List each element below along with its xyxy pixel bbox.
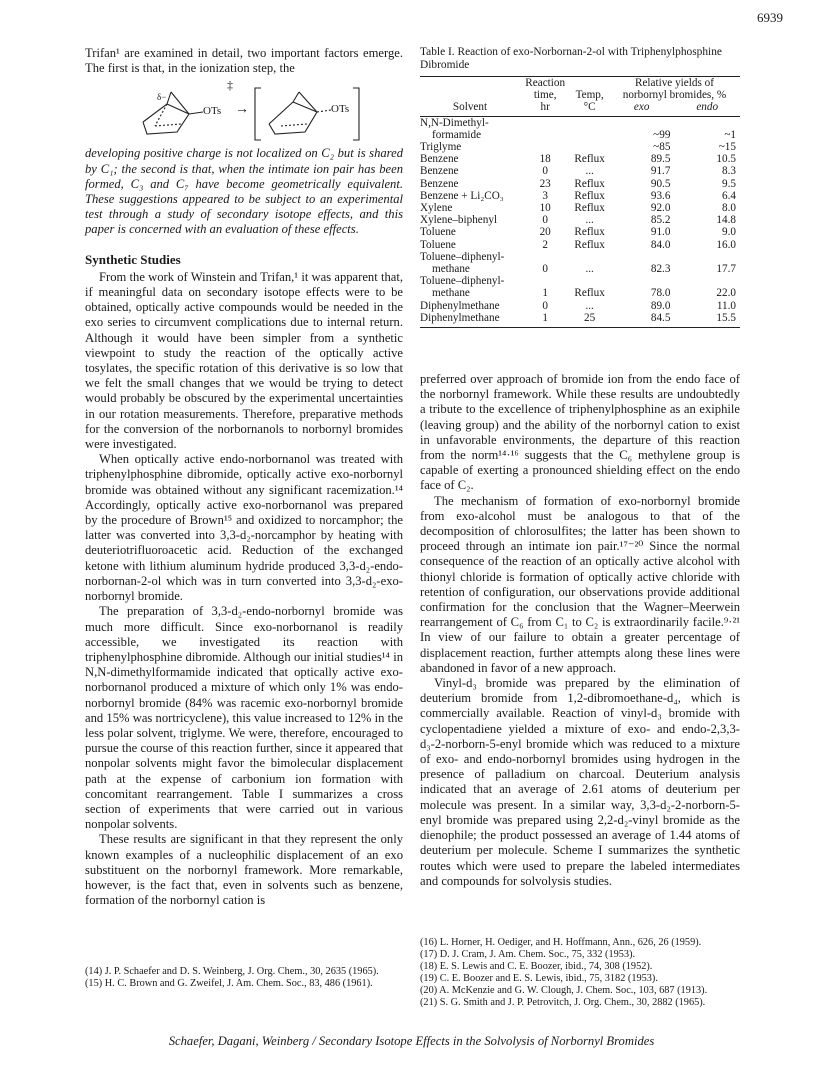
solvent-cell: Xylene–biphenyl: [420, 214, 498, 227]
time-cell: 3: [542, 189, 548, 202]
ots-label: OTs: [203, 105, 222, 118]
column-header: endo: [696, 101, 719, 114]
time-cell: 2: [542, 238, 548, 251]
exo-yield-cell: 82.3: [650, 263, 671, 276]
time-cell: 20: [539, 226, 551, 239]
temp-cell: [570, 141, 609, 153]
data-table: [420, 77, 740, 324]
endo-yield-cell: 11.0: [716, 299, 736, 312]
time-cell: 0: [542, 299, 548, 312]
column-header: °C: [583, 101, 596, 114]
right-footnotes: [420, 937, 740, 1009]
column-header: Relative yields of: [635, 77, 714, 89]
temp-cell: Reflux: [574, 287, 605, 300]
table-row: [420, 214, 740, 226]
exo-yield-cell: 84.5: [650, 311, 671, 324]
exo-yield-cell: 91.7: [650, 165, 671, 178]
time-cell: 23: [539, 177, 551, 190]
column-header: hr: [540, 101, 550, 114]
paragraph: The preparation of 3,3-d₂-endo-norbornyl bromide was much more difficult. Since exo-norbornanol is readily accessible, we investigated its reaction with triphenylphosphine dibromide. Although our initial studies¹⁴ in N,N-dimethylformamide indicated that optically active exo-norbornanol produced a mixture of which only 1% was endo-norbornyl bromide (84% was racemic exo-norbornyl bromide and 15% was nortricyclene), this value increased to 12% in the less polar solvent, triglyme. We were, therefore, encouraged to pursue the course of this reaction further, since it appeared that nonpolar solvents might favor the bimolecular displacement path at the expense of carbonium ion formation with concomitant rearrangement. Table I summarizes a cross section of experiments that were carried out in various nonpolar solvents.: [85, 604, 403, 832]
endo-yield-cell: [674, 251, 740, 263]
footnote: (16) L. Horner, H. Oediger, and H. Hoffmann, Ann., 626, 26 (1959).: [420, 937, 702, 948]
left-footnotes: [85, 966, 403, 990]
solvent-cell: Triglyme: [420, 141, 462, 154]
table-row: [420, 226, 740, 238]
endo-yield-cell: 14.8: [716, 214, 736, 227]
table-row: [420, 129, 740, 141]
solvent-cell: Toluene: [420, 226, 456, 239]
page-number: 6939: [757, 10, 783, 25]
endo-yield-cell: 17.7: [716, 263, 736, 276]
endo-yield-cell: 9.5: [722, 177, 736, 190]
endo-yield-cell: 6.4: [722, 189, 736, 202]
time-cell: 0: [542, 165, 548, 178]
exo-yield-cell: ~85: [653, 141, 671, 154]
solvent-cell: formamide: [432, 128, 482, 141]
time-cell: [520, 251, 570, 263]
table-1: [420, 46, 740, 328]
endo-yield-cell: 8.0: [722, 202, 736, 215]
reaction-arrow: →: [235, 102, 249, 118]
table-row: [420, 275, 740, 287]
exo-yield-cell: 91.0: [650, 226, 671, 239]
column-header: exo: [633, 101, 650, 114]
temp-cell: ...: [585, 263, 594, 276]
exo-yield-cell: 90.5: [650, 177, 671, 190]
exo-yield-cell: [609, 251, 675, 263]
column-header: norbornyl bromides, %: [622, 89, 727, 102]
footnote: (15) H. C. Brown and G. Zweifel, J. Am. Chem. Soc., 83, 486 (1961).: [85, 978, 373, 989]
footnote: (14) J. P. Schaefer and D. S. Weinberg, J. Org. Chem., 30, 2635 (1965).: [85, 966, 379, 977]
exo-yield-cell: 92.0: [650, 202, 671, 215]
right-column: [420, 372, 740, 889]
table-row: [420, 300, 740, 312]
solvent-cell: Toluene–diphenyl-: [420, 250, 505, 263]
solvent-cell: Diphenylmethane: [420, 299, 500, 312]
table-row: [420, 202, 740, 214]
endo-yield-cell: ~1: [724, 128, 736, 141]
footnote: (18) E. S. Lewis and C. E. Boozer, ibid., 74, 308 (1952).: [420, 961, 653, 972]
temp-cell: Reflux: [574, 153, 605, 166]
exo-yield-cell: [609, 117, 675, 129]
time-cell: 0: [542, 263, 548, 276]
table-row: [420, 239, 740, 251]
temp-cell: ...: [585, 214, 594, 227]
temp-cell: 25: [584, 311, 596, 324]
time-cell: [520, 129, 570, 141]
paragraph: When optically active endo-norbornanol was treated with triphenylphosphine dibromide, optically active exo-norbornyl bromide was obtained without any significant racemization.¹⁴ Accordingly, optically active exo-norbornanol was prepared by the procedure of Brown¹⁵ and oxidized to norcamphor; the latter was converted into 3,3-d₂-norcamphor by heating with deuteriotrifluoroacetic acid. Reduction of the exchanged ketone with lithium aluminum hydride produced 3,3-d₂-endo-norbornan-2-ol which was in turn converted into 3,3-d₂-exo-norbornyl bromide.: [85, 452, 403, 604]
endo-yield-cell: 15.5: [716, 311, 736, 324]
temp-cell: [570, 275, 609, 287]
exo-yield-cell: 89.5: [650, 153, 671, 166]
time-cell: 1: [542, 287, 548, 300]
time-cell: [520, 275, 570, 287]
solvent-cell: methane: [432, 263, 470, 276]
endo-yield-cell: 9.0: [722, 226, 736, 239]
exo-yield-cell: 78.0: [650, 287, 671, 300]
paragraph: preferred over approach of bromide ion from the endo face of the norbornyl framework. While these results are undoubtedly a tribute to the excellence of triphenylphosphine as an exiphile (leaving group) and the ability of the norbornyl cation to exist in unfavorable environments, the departure of this reaction from the norm¹⁴·¹⁶ suggests that the C₆ methylene group is capable of exerting a pronounced shielding effect on the endo face of C₂.: [420, 372, 740, 493]
table-row: [420, 153, 740, 165]
solvent-cell: Toluene–diphenyl-: [420, 275, 505, 288]
footnote: (21) S. G. Smith and J. P. Petrovitch, J. Org. Chem., 30, 2882 (1965).: [420, 997, 706, 1008]
time-cell: 10: [539, 202, 551, 215]
table-row: [420, 141, 740, 153]
exo-yield-cell: 85.2: [650, 214, 671, 227]
endo-yield-cell: 10.5: [716, 153, 736, 166]
table-row: [420, 117, 740, 129]
solvent-cell: Benzene: [420, 165, 459, 178]
paragraph: Trifan¹ are examined in detail, two important factors emerge. The first is that, in the ionization step, the: [85, 46, 403, 76]
exo-yield-cell: 93.6: [650, 189, 671, 202]
footnote: (17) D. J. Cram, J. Am. Chem. Soc., 75, 332 (1953).: [420, 949, 636, 960]
solvent-cell: Diphenylmethane: [420, 311, 500, 324]
time-cell: 0: [542, 214, 548, 227]
solvent-cell: Benzene + Li₂CO₃: [420, 189, 504, 202]
table-row: [420, 190, 740, 202]
endo-yield-cell: ~15: [718, 141, 736, 154]
endo-yield-cell: 8.3: [722, 165, 736, 178]
footnote: (20) A. McKenzie and G. W. Clough, J. Chem. Soc., 103, 687 (1913).: [420, 985, 708, 996]
exo-yield-cell: ~99: [653, 128, 671, 141]
endo-yield-cell: [674, 275, 740, 287]
solvent-cell: Xylene: [420, 202, 453, 215]
table-title: Table I. Reaction of exo-Norbornan-2-ol with Triphenylphosphine Dibromide: [420, 46, 722, 71]
table-row: [420, 165, 740, 177]
column-header: Solvent: [452, 101, 488, 114]
table-row: [420, 287, 740, 299]
exo-yield-cell: 89.0: [650, 299, 671, 312]
delta-label: δ−: [157, 92, 167, 103]
temp-cell: [570, 251, 609, 263]
section-heading: Synthetic Studies: [85, 251, 181, 267]
time-cell: [520, 141, 570, 153]
temp-cell: Reflux: [574, 189, 605, 202]
temp-cell: Reflux: [574, 177, 605, 190]
time-cell: 18: [539, 153, 551, 166]
left-column: [85, 46, 403, 908]
solvent-cell: Benzene: [420, 177, 459, 190]
exo-yield-cell: [609, 275, 675, 287]
endo-yield-cell: 22.0: [716, 287, 736, 300]
solvent-cell: Benzene: [420, 153, 459, 166]
temp-cell: Reflux: [574, 202, 605, 215]
temp-cell: [570, 117, 609, 129]
table-row: [420, 263, 740, 275]
endo-yield-cell: [674, 117, 740, 129]
solvent-cell: Toluene: [420, 238, 456, 251]
column-header: Reaction: [525, 77, 566, 89]
endo-yield-cell: 16.0: [716, 238, 736, 251]
temp-cell: ...: [585, 299, 594, 312]
table-row: [420, 312, 740, 324]
temp-cell: Reflux: [574, 238, 605, 251]
temp-cell: [570, 129, 609, 141]
temp-cell: Reflux: [574, 226, 605, 239]
ots-label: OTs: [331, 103, 350, 116]
time-cell: 1: [542, 311, 548, 324]
table-row: [420, 178, 740, 190]
paragraph: The mechanism of formation of exo-norbornyl bromide from exo-alcohol must be analogous to that of the decomposition of chlorosulfites; the latter has been shown to proceed through an intimate ion pair.¹⁷⁻²⁰ Since the normal consequence of the reaction of an optically active alcohol with thionyl chloride is formation of optically active chloride with retention of configuration, our observations provide additional confirmation for the conclusion that the Wagner–Meerwein rearrangement of C₆ from C₁ to C₂ is extraordinarily facile.⁹·²¹ In view of our failure to obtain a greater percentage of displacement reaction, further attempts along these lines were abandoned in favor of a new approach.: [420, 493, 740, 675]
column-header: time,: [533, 89, 557, 102]
page-footer: Schaefer, Dagani, Weinberg / Secondary Isotope Effects in the Solvolysis of Norbornyl Bromides: [168, 1034, 655, 1048]
paragraph: Vinyl-d₃ bromide was prepared by the elimination of deuterium bromide from 1,2-dibromoethane-d₄, which is commercially available. Reaction of vinyl-d₃ bromide with cyclopentadiene yielded a mixture of exo- and endo-2,3,3-d₃-2-norborn-5-enyl bromide which was reduced to a mixture of exo- and endo-norbornyl bromides using hydrogen in the presence of palladium on charcoal. Deuterium analysis indicated that an average of 2.61 atoms of deuterium per molecule was present. In a similar way, 3,3-d₂-2-norborn-5-enyl bromide was prepared using 2,2-d₂-vinyl bromide as the dienophile; the product possessed an average of 1.44 atoms of deuterium per molecule. Scheme I summarizes the synthetic routes which were used to prepare the labeled intermediates and compounds for solvolysis studies.: [420, 676, 740, 888]
exo-yield-cell: 84.0: [650, 238, 671, 251]
column-header: Temp,: [575, 89, 604, 102]
dagger-symbol: ‡: [227, 78, 233, 93]
table-row: [420, 251, 740, 263]
temp-cell: ...: [585, 165, 594, 178]
time-cell: [520, 117, 570, 129]
paragraph: developing positive charge is not localized on C₂ but is shared by C₁; the second is that, when the intimate ion pair has been formed, C₃ and C₇ have become geometrically equivalent. These suggestions appeared to be subject to an experimental test through a study of secondary isotope effects, and this paper is concerned with an evaluation of these effects.: [85, 146, 403, 237]
solvent-cell: N,N-Dimethyl-: [420, 116, 489, 129]
ion-pair-scheme: [85, 80, 403, 144]
footnote: (19) C. E. Boozer and E. S. Lewis, ibid., 75, 3182 (1953).: [420, 973, 658, 984]
paragraph: These results are significant in that they represent the only known examples of a nucleophilic displacement of an exo substituent on the norbornyl framework. More remarkable, however, is the fact that, even in solvents such as benzene, formation of the norbornyl cation is: [85, 832, 403, 908]
paragraph: From the work of Winstein and Trifan,¹ it was apparent that, if meaningful data on secondary isotope effects were to be obtained, optically active compounds would be needed in the exo series to circumvent complications due to internal return. Although it would have been simpler from a synthetic viewpoint to study the reaction of the optically active tosylates, the specific rotation of this derivative is so low that we felt the small changes that we would be trying to detect would probably be obscured by the experimental uncertainties in our rotation measurements. Therefore, preparative methods for the conversion of the norbornanols to norbornyl bromides were investigated.: [85, 269, 403, 452]
solvent-cell: methane: [432, 287, 470, 300]
